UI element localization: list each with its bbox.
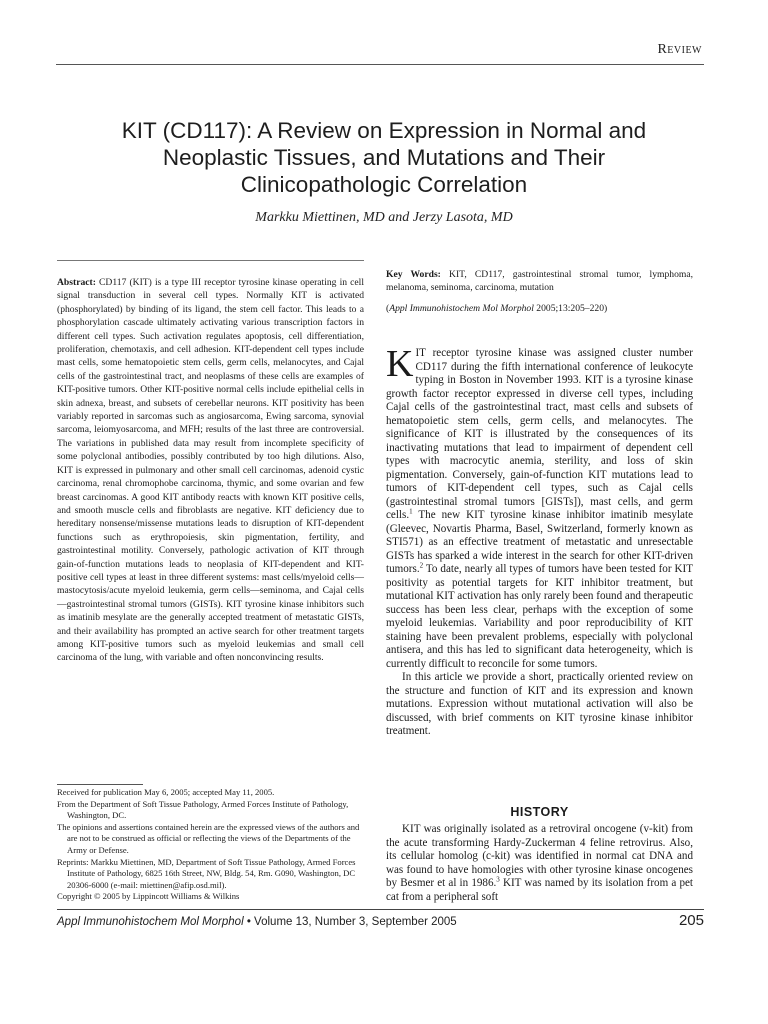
citation-open: ( <box>386 302 390 314</box>
intro-paragraph-2: In this article we provide a short, practically oriented review on the structure and function of KIT and its expression and known mutations. Expression without mutational activation will also be discussed, with brief comments on KIT tyrosine kinase inhibitor treatment. <box>386 671 693 737</box>
history-heading: HISTORY <box>510 805 569 819</box>
intro-text-c: To date, nearly all types of tumors have been tested for KIT positivity as potential targets for KIT inhibitor treatment, but mutational KIT activation has only rarely been found and therapeutic success has been less clear, perhaps with the exception of some myeloid leukemias. Variability and poor reproducibility of KIT staining have been prevalent problems, especially with polyclonal antisera, and this has led to significant data heterogeneity, which is currently difficult to reconcile for some tumors. <box>386 563 693 670</box>
abstract-column <box>57 276 364 665</box>
ref-2[interactable]: 2 <box>419 561 424 570</box>
history-text-a: KIT was originally isolated as a retroviral oncogene (v-kit) from the acute transforming Hardy-Zuckerman 4 feline retrovirus. Also, its cellular homolog (c-kit) was identified in normal cat DNA and was found to have homologies with other tyrosine kinase oncogenes by Besmer et al in 1986. <box>386 823 693 889</box>
footnote-copyright: Copyright © 2005 by Lippincott Williams & Wilkins <box>57 891 240 902</box>
intro-text-b: The new KIT tyrosine kinase inhibitor imatinib mesylate (Gleevec, Novartis Pharma, Basel, Switzerland, formerly known as STI571) as an effective treatment of metastatic and unresectable GISTs has sparked a wide interest in the search for other KIT-driven tumors. <box>386 509 693 575</box>
footnote-reprints: Reprints: Markku Miettinen, MD, Department of Soft Tissue Pathology, Armed Forces Institute of Pathology, 6825 16th Street, NW, Bldg. 54, Rm. G090, Washington, DC 20306-6000 (e-mail: miettinen@afip.osd.mil). <box>57 856 356 890</box>
abstract-rule <box>57 260 364 261</box>
ref-1[interactable]: 1 <box>409 507 413 516</box>
citation <box>386 302 693 315</box>
drop-cap: K <box>386 343 414 385</box>
footnote-received: Received for publication May 6, 2005; accepted May 11, 2005. <box>57 787 275 797</box>
abstract-text: CD117 (KIT) is a type III receptor tyrosine kinase operating in cell signal transduction in several cell types. Normally KIT is activated (phosphorylated) by binding of its ligand, the stem cell factor. This leads to a phosphorylation cascade ultimately activating various transcription factors in different cell types. Such activation regulates apoptosis, cell differentiation, proliferation, chemotaxis, and cell adhesion. KIT-dependent cell types include mast cells, some hematopoietic stem cells, germ cells, melanocytes, and Cajal cells of the gastrointestinal tract, and neoplasms of these cells are examples of KIT-positive tumors. Other KIT-positive normal cells include epithelial cells in skin adnexa, breast, and subsets of cerebellar neurons. KIT positivity has been variably reported in sarcomas such as angiosarcoma, Ewing sarcoma, synovial sarcoma, leiomyosarcoma, and MFH; results of the last three are controversial. The variations in published data may result from incomplete specificity of some polyclonal antibodies, possibly contributed by too high dilutions. Also, KIT is expressed in pulmonary and other small cell carcinomas, adenoid cystic carcinoma, renal chromophobe carcinoma, thymic, and some ovarian and few breast carcinomas. A good KIT antibody reacts with known KIT positive cells, and smooth muscle cells and fibroblasts are negative. KIT deficiency due to hereditary nonsense/missense mutations leads to disruption of KIT-dependent functions such as erythropoiesis, skin pigmentation, fertility, and gastrointestinal motility. Conversely, pathologic activation of KIT through gain-of-function mutations leads to neoplasia of KIT-dependent and KIT-positive cell types at least in three different systems: mast cells/myeloid cells—mastocytosis/acute myeloid leukemia, germ cells—seminoma, and Cajal cells—gastrointestinal stromal tumors (GISTs). KIT tyrosine kinase inhibitors such as imatinib mesylate are the generally accepted treatment of metastatic GISTs, and their availability has prompted an active search for other treatment targets among KIT-positive tumors such as myeloid leukemias and small cell carcinoma of the lung, with variable and often nonconvincing results. <box>57 277 364 664</box>
article-title <box>40 117 728 198</box>
citation-details: 2005;13:205–220) <box>533 302 608 314</box>
footer-rule <box>57 909 704 910</box>
author-line: Markku Miettinen, MD and Jerzy Lasota, MD <box>255 210 513 225</box>
abstract-label: Abstract: <box>57 277 96 288</box>
ref-3[interactable]: 3 <box>496 875 500 884</box>
keywords-block <box>386 268 693 315</box>
header-rule <box>56 64 704 65</box>
section-label: Review <box>657 42 702 57</box>
footnote-affiliation: From the Department of Soft Tissue Pathology, Armed Forces Institute of Pathology, Washington, DC. <box>57 798 349 821</box>
journal-footer <box>57 916 457 928</box>
introduction <box>386 343 693 739</box>
footer-journal: Appl Immunohistochem Mol Morphol <box>57 916 244 928</box>
title-line-1: KIT (CD117): A Review on Expression in Normal and <box>121 118 647 143</box>
abstract <box>57 276 364 665</box>
history-section <box>386 823 693 904</box>
history-text-b: KIT was named by its isolation from a pet cat from a peripheral soft <box>386 877 693 903</box>
keywords <box>386 268 693 295</box>
history-paragraph <box>386 823 693 904</box>
footnotes <box>57 787 364 903</box>
title-line-2: Neoplastic Tissues, and Mutations and Their <box>162 145 606 170</box>
intro-text-a: IT receptor tyrosine kinase was assigned cluster number CD117 during the fifth international conference of leukocyte typing in Boston in November 1993. KIT is a tyrosine kinase growth factor receptor expressed in diverse cell types, including Cajal cells of the gastrointestinal tract, mast cells and subsets of hematopoietic stem cells, germ cells, and melanocytes. The significance of KIT is illustrated by the consequences of its inactivating mutations that lead to impairment of dependent cell types with macrocytic anemia, sterility, and loss of skin pigmentation. Conversely, gain-of-function KIT mutations lead to tumors of KIT-dependent cell types, such as Cajal cells (gastrointestinal stromal tumors [GISTs]), mast cells, and germ cells. <box>386 347 693 521</box>
keywords-text: KIT, CD117, gastrointestinal stromal tumor, lymphoma, melanoma, seminoma, carcinoma, mutation <box>386 269 693 294</box>
citation-journal: Appl Immunohistochem Mol Morphol <box>389 302 534 314</box>
footnote-rule <box>57 784 143 785</box>
footer-issue: • Volume 13, Number 3, September 2005 <box>243 916 457 928</box>
page-number: 205 <box>678 912 704 929</box>
intro-paragraph-1 <box>386 343 693 671</box>
keywords-label: Key Words: <box>386 269 441 280</box>
footnote-disclaimer: The opinions and assertions contained herein are the expressed views of the authors and are not to be construed as official or reflecting the views of the Departments of the Army or Defense. <box>57 821 360 855</box>
title-line-3: Clinicopathologic Correlation <box>240 172 528 197</box>
